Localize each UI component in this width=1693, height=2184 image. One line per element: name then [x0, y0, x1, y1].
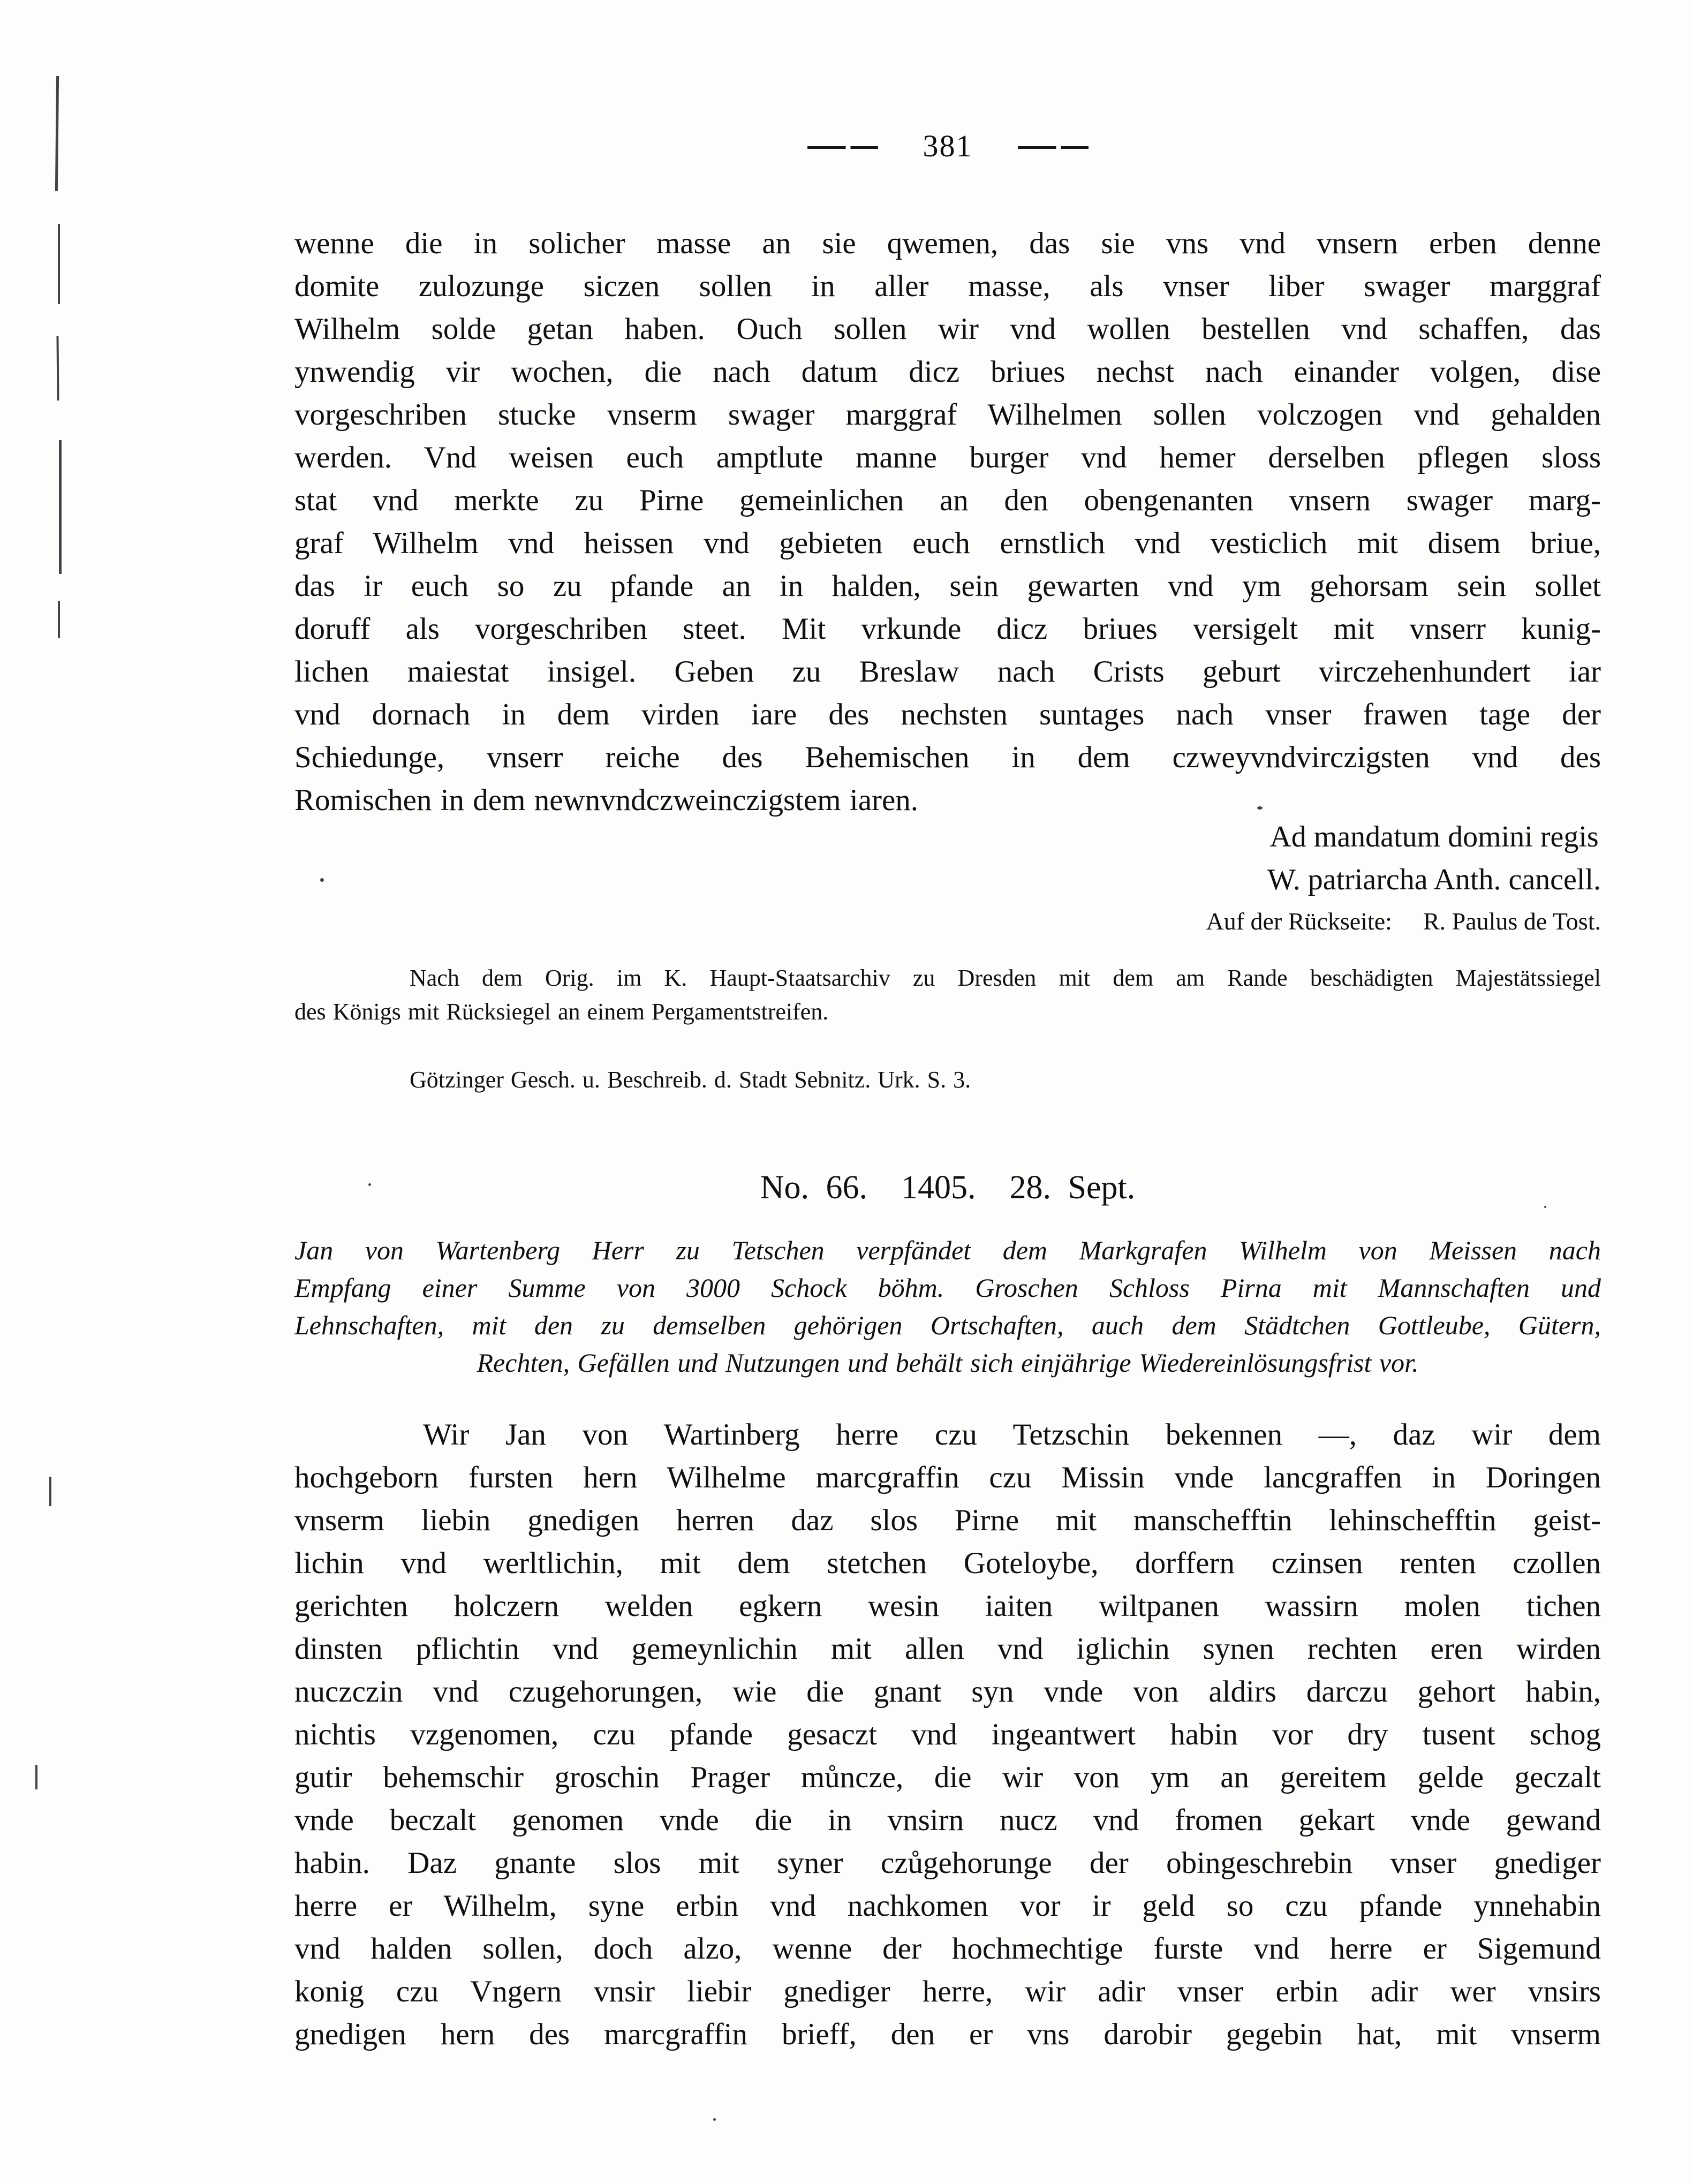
- scan-artifact: [56, 336, 59, 400]
- summary-line: Jan von Wartenberg Herr zu Tetschen verpfändet dem Markgrafen Wilhelm von Meissen nach: [294, 1235, 1601, 1265]
- charter-66-line: vnde beczalt genomen vnde die in vnsirn nucz vnd fromen gekart vnde gewand: [294, 1803, 1601, 1837]
- source-note-line: des Königs mit Rücksiegel an einem Pergamentstreifen.: [294, 999, 829, 1025]
- page-number-rule-right: [1018, 146, 1089, 149]
- charter-65-line: Wilhelm solde getan haben. Ouch sollen wir vnd wollen bestellen vnd schaffen, das: [294, 312, 1601, 346]
- scan-artifact: [58, 601, 60, 638]
- page-number: 381: [923, 129, 973, 163]
- scan-artifact: [59, 440, 62, 574]
- charter-66-summary: [294, 1231, 1601, 1381]
- charter-65-line: ynwendig vir wochen, die nach datum dicz briues nechst nach einander volgen, dise: [294, 355, 1601, 389]
- scan-artifact: [55, 76, 59, 191]
- charter-66-heading: No. 66. 1405. 28. Sept.: [760, 1169, 1136, 1206]
- charter-66-line: gnedigen hern des marcgraffin brieff, den er vns darobir gegebin hat, mit vnserm: [294, 2017, 1601, 2051]
- source-note-line: Nach dem Orig. im K. Haupt-Staatsarchiv zu Dresden mit dem am Rande beschädigten Majestätssiegel: [410, 965, 1601, 991]
- scan-artifact: [1257, 806, 1263, 810]
- charter-65-line: lichen maiestat insigel. Geben zu Breslaw nach Crists geburt virczehenhundert iar: [294, 655, 1601, 689]
- charter-66-line: dinsten pflichtin vnd gemeynlichin mit allen vnd iglichin synen rechten eren wirden: [294, 1632, 1601, 1666]
- verso-note: [294, 906, 1693, 937]
- scan-artifact: [713, 2118, 716, 2121]
- scan-artifact: [320, 878, 324, 882]
- charter-65-line: wenne die in solicher masse an sie qwemen, das sie vns vnd vnsern erben denne: [294, 226, 1601, 260]
- charter-65-line: werden. Vnd weisen euch amptlute manne burger vnd hemer derselben pflegen sloss: [294, 441, 1601, 474]
- verso-label: Auf der Rückseite:: [1206, 908, 1392, 935]
- charter-66-line: vnd halden sollen, doch alzo, wenne der hochmechtige furste vnd herre er Sigemund: [294, 1932, 1601, 1966]
- charter-66-body: [294, 1414, 1601, 2056]
- charter-66-line: nichtis vzgenomen, czu pfande gesaczt vnd ingeantwert habin vor dry tusent schog: [294, 1718, 1601, 1751]
- reference-note: Götzinger Gesch. u. Beschreib. d. Stadt Sebnitz. Urk. S. 3.: [410, 1067, 971, 1093]
- charter-66-line: gutir behemschir groschin Prager můncze, die wir von ym an gereitem gelde geczalt: [294, 1760, 1601, 1794]
- charter-65-line: Romischen in dem newnvndczweinczigstem iaren.: [294, 783, 919, 817]
- charter-66-line: hochgeborn fursten hern Wilhelme marcgraffin czu Missin vnde lancgraffen in Doringen: [294, 1461, 1601, 1494]
- charter-66-line: herre er Wilhelm, syne erbin vnd nachkomen vor ir geld so czu pfande ynnehabin: [294, 1889, 1601, 1923]
- charter-65-line: Schiedunge, vnserr reiche des Behemischen in dem czweyvndvirczigsten vnd des: [294, 740, 1601, 774]
- scan-artifact: [49, 1477, 51, 1506]
- summary-line: Rechten, Gefällen und Nutzungen und behält sich einjährige Wiedereinlösungsfrist vor.: [477, 1348, 1419, 1378]
- charter-65-body: [294, 222, 1601, 822]
- charter-65-line: vnd dornach in dem virden iare des nechsten suntages nach vnser frawen tage der: [294, 698, 1601, 731]
- summary-line: Empfang einer Summe von 3000 Schock böhm. Groschen Schloss Pirna mit Mannschaften und: [294, 1273, 1601, 1303]
- charter-66-line: habin. Daz gnante slos mit syner czůgehorunge der obingeschrebin vnser gnediger: [294, 1846, 1601, 1880]
- scan-artifact: [35, 1765, 37, 1789]
- charter-66-line: lichin vnd werltlichin, mit dem stetchen Goteloybe, dorffern czinsen renten czollen: [294, 1546, 1601, 1580]
- charter-65-line: stat vnd merkte zu Pirne gemeinlichen an den obengenanten vnsern swager marg-: [294, 483, 1601, 517]
- charter-65-line: doruff als vorgeschriben steet. Mit vrkunde dicz briues versigelt mit vnserr kunig-: [294, 612, 1601, 646]
- charter-66-line: Wir Jan von Wartinberg herre czu Tetzschin bekennen —, daz wir dem: [423, 1418, 1601, 1452]
- charter-66-line: gerichten holczern welden egkern wesin iaiten wiltpanen wassirn molen tichen: [294, 1589, 1601, 1623]
- closing-formula-line: Ad mandatum domini regis: [1269, 820, 1599, 853]
- page-header: [294, 127, 1601, 165]
- scan-artifact: [368, 1183, 371, 1186]
- charter-65-closing: [294, 815, 1691, 901]
- source-notes: [294, 961, 1601, 1097]
- scan-artifact: [58, 224, 60, 304]
- charter-66-line: konig czu Vngern vnsir liebir gnediger herre, wir adir vnser erbin adir wer vnsirs: [294, 1975, 1601, 2008]
- verso-value: R. Paulus de Tost.: [1423, 908, 1601, 935]
- summary-line: Lehnschaften, mit den zu demselben gehörigen Ortschaften, auch dem Städtchen Gottleube, Gütern,: [294, 1310, 1601, 1340]
- charter-65-line: das ir euch so zu pfande an in halden, sein gewarten vnd ym gehorsam sein sollet: [294, 569, 1601, 603]
- chancery-signature: W. patriarcha Anth. cancell.: [1267, 863, 1601, 896]
- charter-65-line: vorgeschriben stucke vnserm swager marggraf Wilhelmen sollen volczogen vnd gehalden: [294, 398, 1601, 432]
- charter-66-line: vnserm liebin gnedigen herren daz slos Pirne mit manschefftin lehinschefftin geist-: [294, 1503, 1601, 1537]
- charter-65-line: graf Wilhelm vnd heissen vnd gebieten euch ernstlich vnd vesticlich mit disem briue,: [294, 526, 1601, 560]
- charter-65-line: domite zulozunge siczen sollen in aller masse, als vnser liber swager marggraf: [294, 269, 1601, 303]
- charter-66-line: nuczczin vnd czugehorungen, wie die gnant syn vnde von aldirs darczu gehort habin,: [294, 1675, 1601, 1709]
- page-number-rule-left: [807, 146, 878, 149]
- scan-artifact: [1544, 1206, 1546, 1208]
